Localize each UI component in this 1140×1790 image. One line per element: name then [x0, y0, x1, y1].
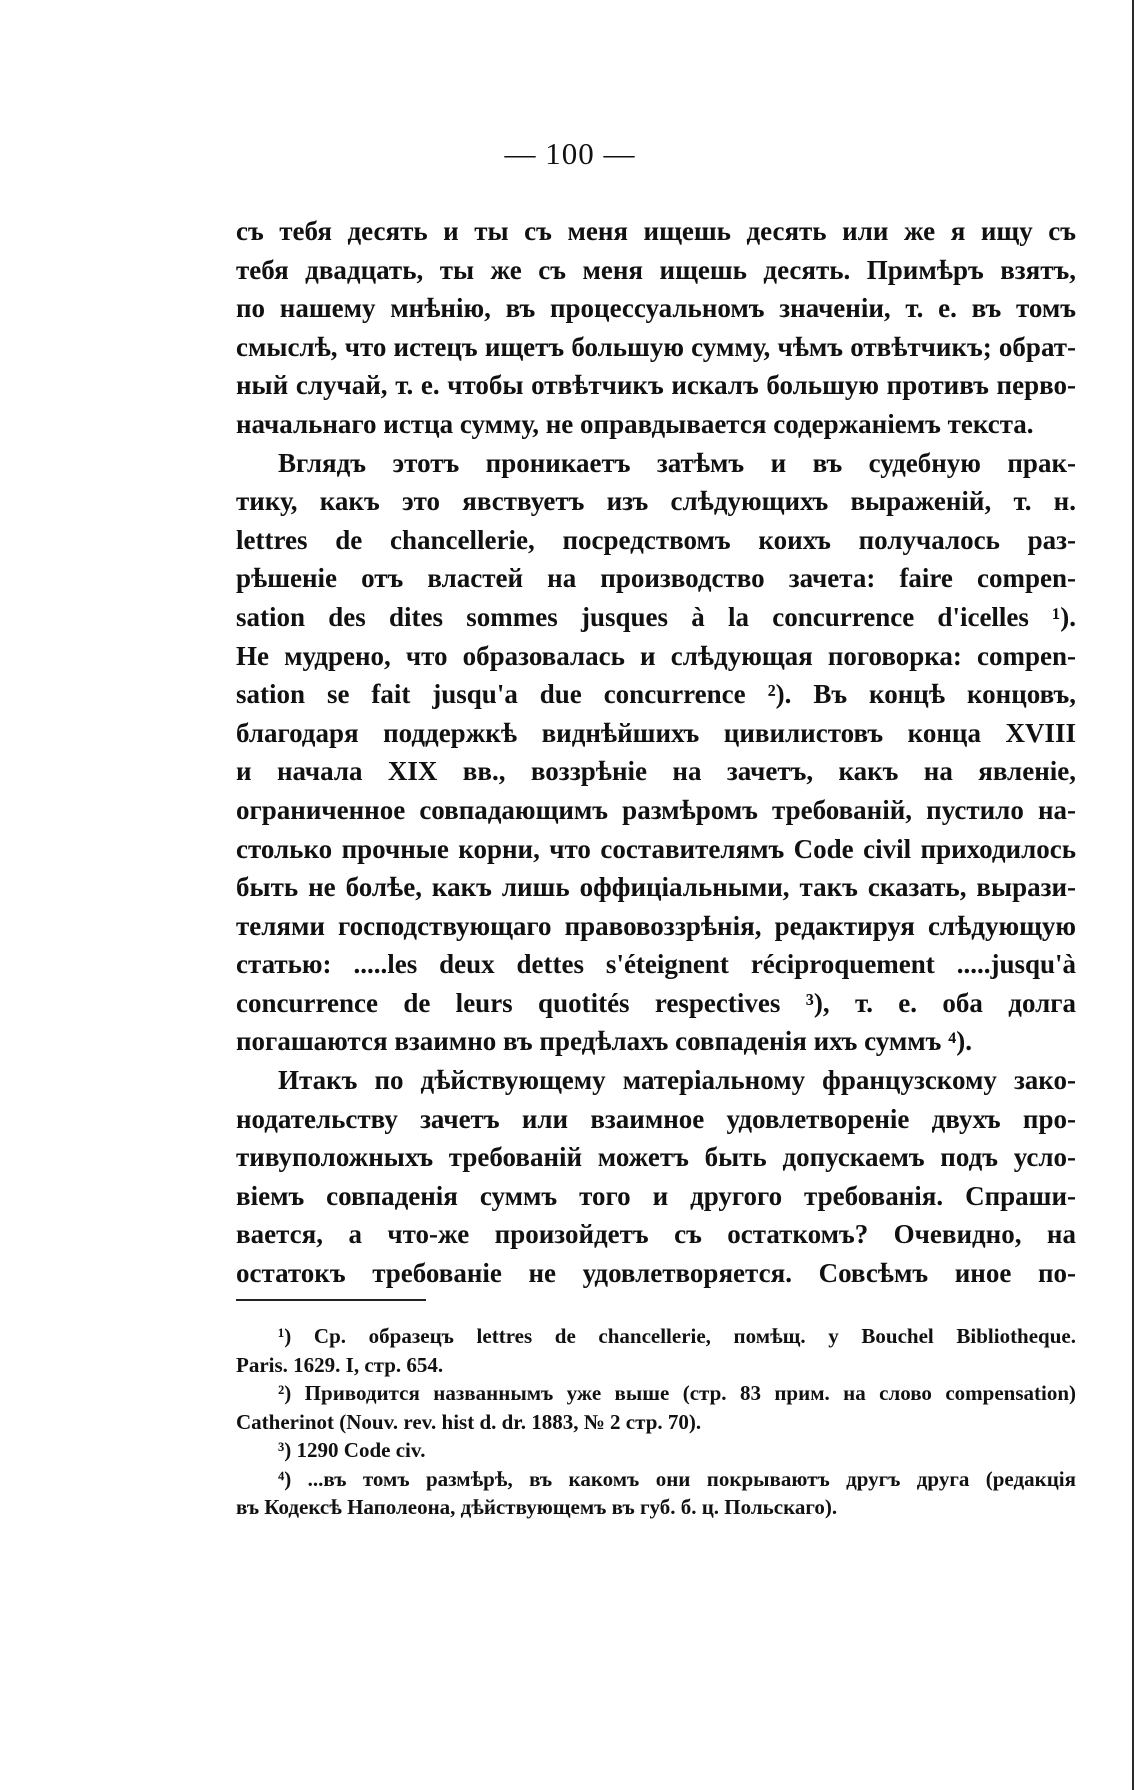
text-line: смыслѣ, что истецъ ищетъ большую сумму, чѣмъ отвѣтчикъ; обрат- [236, 331, 1076, 362]
text-line: ограниченное совпадающимъ размѣромъ требованій, пустило на- [236, 794, 1076, 825]
text-line: concurrence de leurs quotités respectives ³), т. е. оба долга [236, 987, 1076, 1018]
footnote-line: ¹) Ср. образецъ lettres de chancellerie, помѣщ. у Bouchel Bibliotheque. [278, 1324, 1076, 1348]
text-line: ный случай, т. е. чтобы отвѣтчикъ искалъ большую противъ перво- [236, 370, 1076, 401]
text-line: погашаются взаимно въ предѣлахъ совпаденія ихъ суммъ ⁴). [236, 1026, 972, 1057]
footnote-4 [236, 1465, 1076, 1522]
text-line: по нашему мнѣнію, въ процессуальномъ значеніи, т. е. въ томъ [236, 293, 1076, 324]
text-line: sation des dites sommes jusques à la concurrence d'icelles ¹). [236, 601, 1076, 632]
footnote-1 [236, 1322, 1076, 1379]
footnote-line: въ Кодексѣ Наполеона, дѣйствующемъ въ губ. б. ц. Польскаго). [236, 1495, 838, 1519]
text-line: sation se fait jusqu'a due concurrence ²). Въ концѣ концовъ, [236, 679, 1076, 710]
footnote-line: ⁴) ...въ томъ размѣрѣ, въ какомъ они покрываютъ другъ друга (редакція [278, 1466, 1076, 1491]
text-line: вается, а что-же произойдетъ съ остаткомъ? Очевидно, на [236, 1219, 1076, 1250]
text-line: остатокъ требованіе не удовлетворяется. Совсѣмъ иное по- [236, 1258, 1076, 1289]
footnote-line: ²) Приводится названнымъ уже выше (стр. 83 прим. на слово compensation) [278, 1381, 1076, 1405]
footnote-line: Paris. 1629. I, стр. 654. [236, 1352, 444, 1377]
text-line: рѣшеніе отъ властей на производство зачета: faire compen- [236, 563, 1076, 594]
footnote-divider [236, 1299, 426, 1301]
text-line: тебя двадцать, ты же съ меня ищешь десять. Примѣръ взятъ, [236, 254, 1076, 285]
text-line: съ тебя десять и ты съ меня ищешь десять или же я ищу съ [236, 216, 1076, 246]
text-line: віемъ совпаденія суммъ того и другого требованія. Спраши- [236, 1180, 1076, 1211]
page-number: — 100 — [504, 136, 636, 171]
text-line: Вглядъ этотъ проникаетъ затѣмъ и въ судебную прак- [278, 447, 1076, 478]
text-line: телями господствующаго правовоззрѣнія, редактируя слѣдующую [236, 910, 1076, 941]
text-line: нодательству зачетъ или взаимное удовлетвореніе двухъ про- [236, 1103, 1076, 1134]
paragraph-1 [236, 212, 1076, 444]
body-text [236, 212, 1076, 1293]
text-line: быть не болѣе, какъ лишь оффиціальными, такъ сказать, вырази- [236, 872, 1076, 903]
text-line: начальнаго истца сумму, не оправдывается содержаніемъ текста. [236, 408, 1034, 439]
text-line: столько прочные корни, что составителямъ Code civil приходилось [236, 833, 1076, 864]
footnote-line: ³) 1290 Code civ. [278, 1438, 426, 1462]
footnote-line: Catherinot (Nouv. rev. hist d. dr. 1883, № 2 стр. 70). [236, 1409, 702, 1434]
text-line: тику, какъ это явствуетъ изъ слѣдующихъ выраженій, т. н. [236, 486, 1076, 517]
page-edge-rule [1132, 0, 1134, 1790]
text-line: lettres de chancellerie, посредствомъ коихъ получалось раз- [236, 524, 1076, 555]
text-line: статью: .....les deux dettes s'éteignent réciproquement .....jusqu'à [236, 949, 1076, 980]
text-line: благодаря поддержкѣ виднѣйшихъ цивилистовъ конца XVIII [236, 717, 1076, 748]
footnotes [236, 1322, 1076, 1522]
text-line: и начала XIX вв., воззрѣніе на зачетъ, какъ на явленіе, [236, 756, 1076, 787]
footnote-2 [236, 1379, 1076, 1436]
text-line: Не мудрено, что образовалась и слѣдующая поговорка: compen- [236, 640, 1076, 671]
text-line: Итакъ по дѣйствующему матеріальному французскому зако- [278, 1065, 1076, 1096]
paragraph-2 [236, 444, 1076, 1062]
paragraph-3 [236, 1061, 1076, 1293]
text-line: тивуположныхъ требованій можетъ быть допускаемъ подъ усло- [236, 1142, 1076, 1173]
footnote-3 [236, 1436, 1076, 1465]
